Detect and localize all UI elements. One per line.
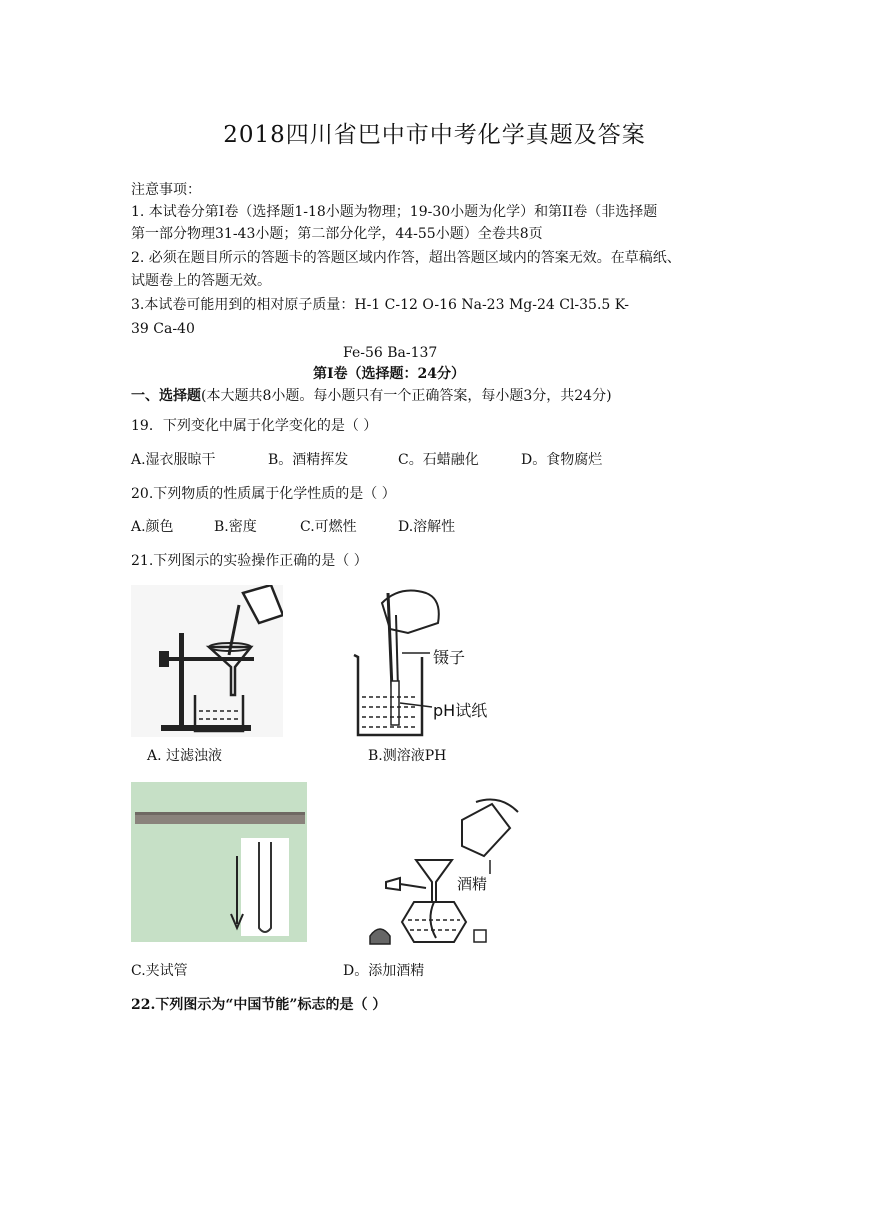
q19-stem: 19．下列变化中属于化学变化的是（ ）	[131, 418, 378, 434]
q19-option-a: A.湿衣服晾干	[131, 452, 216, 468]
section-part	[131, 386, 612, 406]
q21-caption-b: B.测溶液PH	[368, 748, 447, 764]
q20-stem: 20.下列物质的性质属于化学性质的是（ ）	[131, 486, 396, 502]
test-tube-clamp-figure	[131, 782, 307, 942]
filtration-figure	[131, 585, 283, 737]
notice-item2-line2: 试题卷上的答题无效。	[131, 273, 271, 289]
alcohol-label: 酒精	[457, 875, 488, 893]
q22-stem: 22.下列图示为“中国节能”标志的是（ ）	[131, 997, 387, 1013]
q19-option-d: D。食物腐烂	[521, 452, 603, 468]
page-title: 2018四川省巴中市中考化学真题及答案	[223, 122, 646, 148]
ph-paper-label: pH试纸	[433, 701, 488, 720]
section-part-rest: (本大题共8小题。每小题只有一个正确答案，每小题3分，共24分)	[201, 388, 612, 404]
q20-option-b: B.密度	[214, 519, 257, 535]
q20-option-a: A.颜色	[131, 519, 174, 535]
q19-option-c: C。石蜡融化	[398, 452, 479, 468]
q21-caption-c: C.夹试管	[131, 963, 188, 979]
notice-item3-line3: Fe-56 Ba-137	[343, 345, 438, 361]
notice-item3-line1: 3.本试卷可能用到的相对原子质量：H-1 C-12 O-16 Na-23 Mg-24 Cl-35.5 K-	[131, 297, 629, 313]
notice-item2-line1: 2. 必须在题目所示的答题卡的答题区域内作答，超出答题区域内的答案无效。在草稿纸、	[131, 250, 681, 266]
adding-alcohol-figure	[366, 798, 526, 946]
q21-caption-a: A. 过滤浊液	[147, 748, 223, 764]
q20-option-c: C.可燃性	[300, 519, 357, 535]
section-heading: 第Ⅰ卷（选择题：24分）	[313, 366, 466, 382]
notice-heading: 注意事项：	[131, 182, 201, 198]
q21-stem: 21.下列图示的实验操作正确的是（ ）	[131, 553, 368, 569]
notice-item1-line2: 第一部分物理31-43小题；第二部分化学，44-55小题）全卷共8页	[131, 226, 543, 242]
section-part-bold: 一、选择题	[131, 388, 201, 404]
q19-option-b: B。酒精挥发	[268, 452, 349, 468]
notice-item1-line1: 1. 本试卷分第I卷（选择题1-18小题为物理；19-30小题为化学）和第II卷（非选择题	[131, 204, 658, 220]
q20-option-d: D.溶解性	[398, 519, 456, 535]
q21-caption-d: D。添加酒精	[343, 963, 425, 979]
notice-item3-line2: 39 Ca-40	[131, 321, 195, 337]
tweezers-label: 镊子	[433, 648, 466, 667]
